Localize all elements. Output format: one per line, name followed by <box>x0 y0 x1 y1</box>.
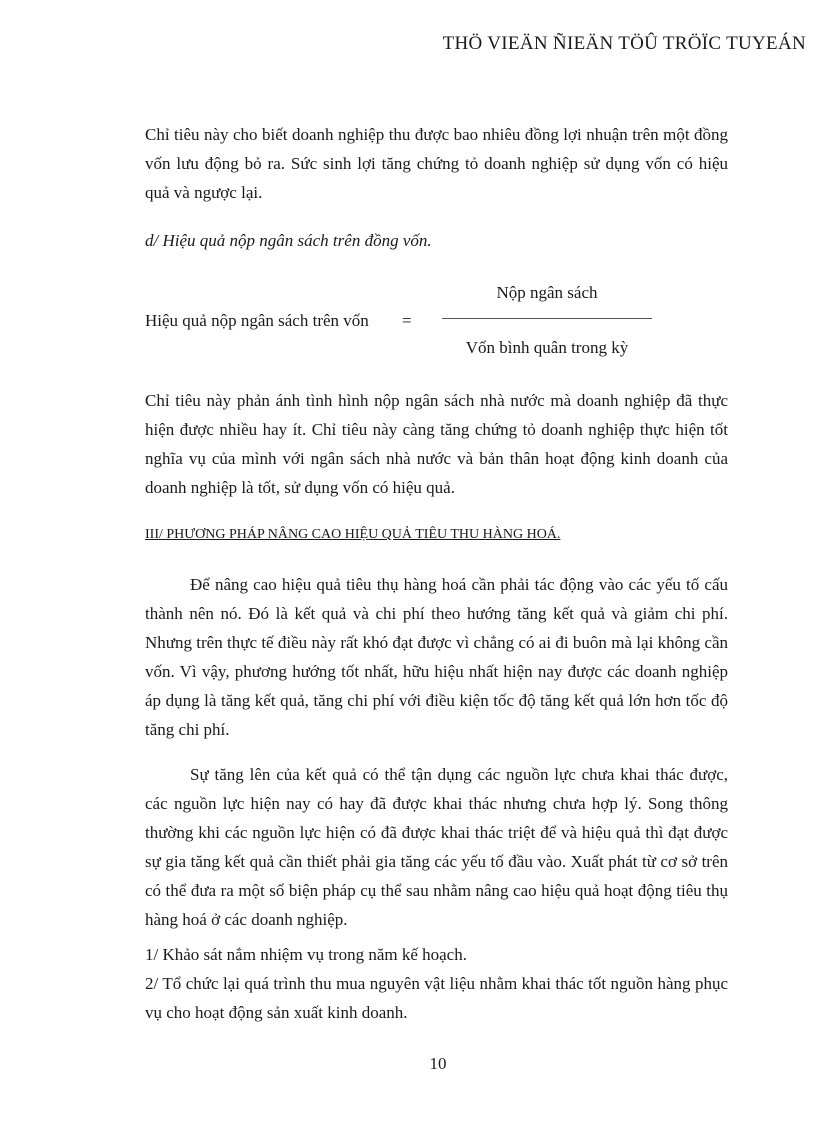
section-heading: III/ PHƯƠNG PHÁP NÂNG CAO HIỆU QUẢ TIÊU THU HÀNG HOÁ. <box>145 527 561 542</box>
paragraph-budget-indicator: Chỉ tiêu này phản ánh tình hình nộp ngân sách nhà nước mà doanh nghiệp đã thực hiện được nhiều hay ít. Chỉ tiêu này càng tăng chứng tỏ doanh nghiệp thực hiện tốt nghĩa vụ của mình với ngân sách nhà nước và bản thân hoạt động kinh doanh của doanh nghiệp là tốt, sử dụng vốn có hiệu quả. <box>145 391 728 497</box>
paragraph-profitability: Chỉ tiêu này cho biết doanh nghiệp thu được bao nhiêu đồng lợi nhuận trên một đồng vốn lưu động bỏ ra. Sức sinh lợi tăng chứng tỏ doanh nghiệp sử dụng vốn có hiệu quả và ngược lại. <box>145 125 728 202</box>
formula-numerator: Nộp ngân sách <box>496 283 598 302</box>
subheading-budget-efficiency: d/ Hiệu quả nộp ngân sách trên đồng vốn. <box>145 231 432 250</box>
formula-label: Hiệu quả nộp ngân sách trên vốn <box>145 311 369 330</box>
fraction-bar <box>442 318 652 319</box>
page-number: 10 <box>429 1054 447 1073</box>
list-item-1: 1/ Khảo sát nắm nhiệm vụ trong năm kế hoạch. <box>145 945 467 964</box>
list-item-2: 2/ Tổ chức lại quá trình thu mua nguyên vật liệu nhằm khai thác tốt nguồn hàng phục vụ cho hoạt động sản xuất kinh doanh. <box>145 974 728 1022</box>
paragraph-resources: Sự tăng lên của kết quả có thể tận dụng các nguồn lực chưa khai thác được, các nguồn lực hiện nay có hay đã được khai thác nhưng chưa hợp lý. Song thông thường khi các nguồn lực hiện có đã được khai thác triệt để và hiệu quả thì đạt được sự gia tăng kết quả cần thiết phải gia tăng các yếu tố đầu vào. Xuất phát từ cơ sở trên có thể đưa ra một số biện pháp cụ thể sau nhằm nâng cao hiệu quả hoạt động tiêu thụ hàng hoá ở các doanh nghiệp. <box>145 765 728 929</box>
formula-denominator: Vốn bình quân trong kỳ <box>465 338 629 357</box>
formula-equals: = <box>402 311 412 330</box>
paragraph-methods: Để nâng cao hiệu quả tiêu thụ hàng hoá cần phải tác động vào các yếu tố cấu thành nên nó. Đó là kết quả và chi phí theo hướng tăng kết quả và giảm chi phí. Nhưng trên thực tế điều này rất khó đạt được vì chẳng có ai đi buôn mà lại không cần vốn. Vì vậy, phương hướng tốt nhất, hữu hiệu nhất hiện nay được các doanh nghiệp áp dụng là tăng kết quả, tăng chi phí với điều kiện tốc độ tăng kết quả lớn hơn tốc độ tăng chi phí. <box>145 575 728 739</box>
running-header: THÖ VIEÄN ÑIEÄN TÖÛ TRÖÏC TUYEÁN <box>442 33 806 54</box>
